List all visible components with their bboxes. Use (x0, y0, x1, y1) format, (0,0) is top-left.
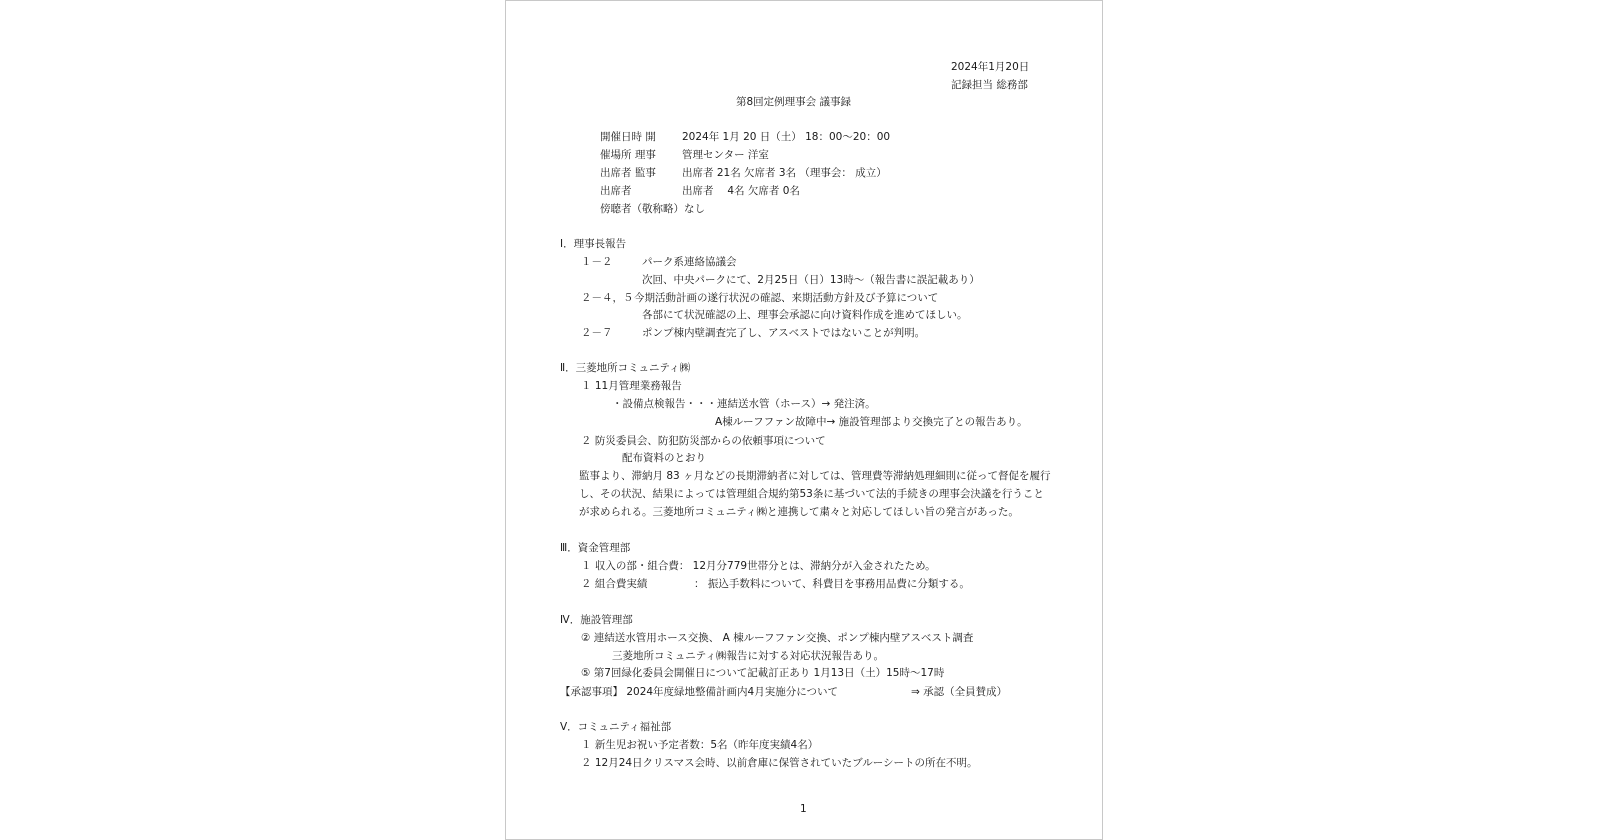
meta-label-1: 開催日時 開 (600, 131, 656, 143)
s1-item-b-detail: 各部にて状況確認の上、理事会承認に向け資料作成を進めてほしい。 (642, 309, 968, 321)
recorder-label: 記録担当 総務部 (951, 79, 1028, 91)
s2-paragraph-line-2: し、その状況、結果によっては管理組合規約第53条に基づいて法的手続きの理事会決議を行うこと (579, 488, 1044, 500)
meta-label-4: 出席者 (600, 185, 632, 197)
s4-item-2: ⑤ 第7回緑化委員会開催日について記載訂正あり 1月13日（土）15時〜17時 (581, 667, 945, 679)
document-date: 2024年1月20日 (951, 61, 1030, 73)
s3-item-1: １ 収入の部・組合費： 12月分779世帯分とは、滞納分が入金されたため。 (581, 560, 936, 572)
s3-item-2-label: ２ 組合費実績 (581, 578, 648, 590)
page-number: 1 (800, 803, 807, 815)
s2-paragraph-line-1: 監事より、滞納月 83 ヶ月などの長期滞納者に対しては、管理費等滞納処理細則に従って督促を履行 (579, 470, 1051, 482)
s1-item-c-title: ポンプ棟内壁調査完了し、アスベストではないことが判明。 (642, 327, 926, 339)
meta-value-3: 出席者 21名 欠席者 3名 （理事会： 成立） (682, 167, 887, 179)
s1-item-a-title: パーク系連絡協議会 (642, 256, 737, 268)
s2-item-1-detail-b: A棟ルーフファン故障中→ 施設管理部より交換完了との報告あり。 (715, 416, 1028, 428)
s2-item-1-detail-a: ・設備点検報告・・・連結送水管（ホース）→ 発注済。 (612, 398, 876, 410)
meta-value-4: 出席者 4名 欠席者 0名 (682, 185, 800, 197)
s5-item-2: ２ 12月24日クリスマス会時、以前倉庫に保管されていたブルーシートの所在不明。 (581, 757, 978, 769)
meta-line-5: 傍聴者（敬称略）なし (600, 203, 705, 215)
s2-paragraph-line-3: が求められる。三菱地所コミュニティ㈱と連携して粛々と対応してほしい旨の発言があった。 (579, 506, 1019, 518)
s1-item-b-number: ２－４，５ (581, 292, 634, 304)
s3-item-2-detail: ： 振込手数料について、科費目を事務用品費に分類する。 (694, 578, 970, 590)
approval-result: ⇒ 承認（全員賛成） (911, 686, 1008, 698)
document-page (505, 0, 1103, 840)
s1-item-a-detail: 次回、中央パークにて、2月25日（日）13時〜（報告書に誤記載あり） (642, 274, 980, 286)
section-1-heading: Ⅰ．理事長報告 (560, 238, 627, 250)
meta-value-2: 管理センター 洋室 (682, 149, 769, 161)
meta-label-3: 出席者 監事 (600, 167, 656, 179)
s4-item-1-detail: 三菱地所コミュニティ㈱報告に対する対応状況報告あり。 (612, 650, 884, 662)
s2-item-2: ２ 防災委員会、防犯防災部からの依頼事項について (581, 435, 826, 447)
s5-item-1: １ 新生児お祝い予定者数：5名（昨年度実績4名） (581, 739, 819, 751)
meta-label-2: 催場所 理事 (600, 149, 656, 161)
s2-item-2-detail: 配布資料のとおり (622, 452, 706, 464)
approval-item: 【承認事項】 2024年度緑地整備計画内4月実施分について (560, 686, 839, 698)
s1-item-c-number: ２－７ (581, 327, 613, 339)
meta-value-1: 2024年 1月 20 日（土） 18：00〜20：00 (682, 131, 891, 143)
s1-item-b-title: 今期活動計画の遂行状況の確認、来期活動方針及び予算について (634, 292, 939, 304)
s2-item-1: １ 11月管理業務報告 (581, 380, 682, 392)
document-title: 第8回定例理事会 議事録 (736, 96, 852, 108)
s1-item-a-number: １－２ (581, 256, 613, 268)
section-3-heading: Ⅲ．資金管理部 (560, 542, 631, 554)
section-4-heading: Ⅳ．施設管理部 (560, 614, 633, 626)
s4-item-1: ② 連結送水管用ホース交換、 A 棟ルーフファン交換、ポンプ棟内壁アスベスト調査 (581, 632, 974, 644)
section-2-heading: Ⅱ．三菱地所コミュニティ㈱ (560, 362, 691, 374)
section-5-heading: Ⅴ．コミュニティ福祉部 (560, 721, 672, 733)
